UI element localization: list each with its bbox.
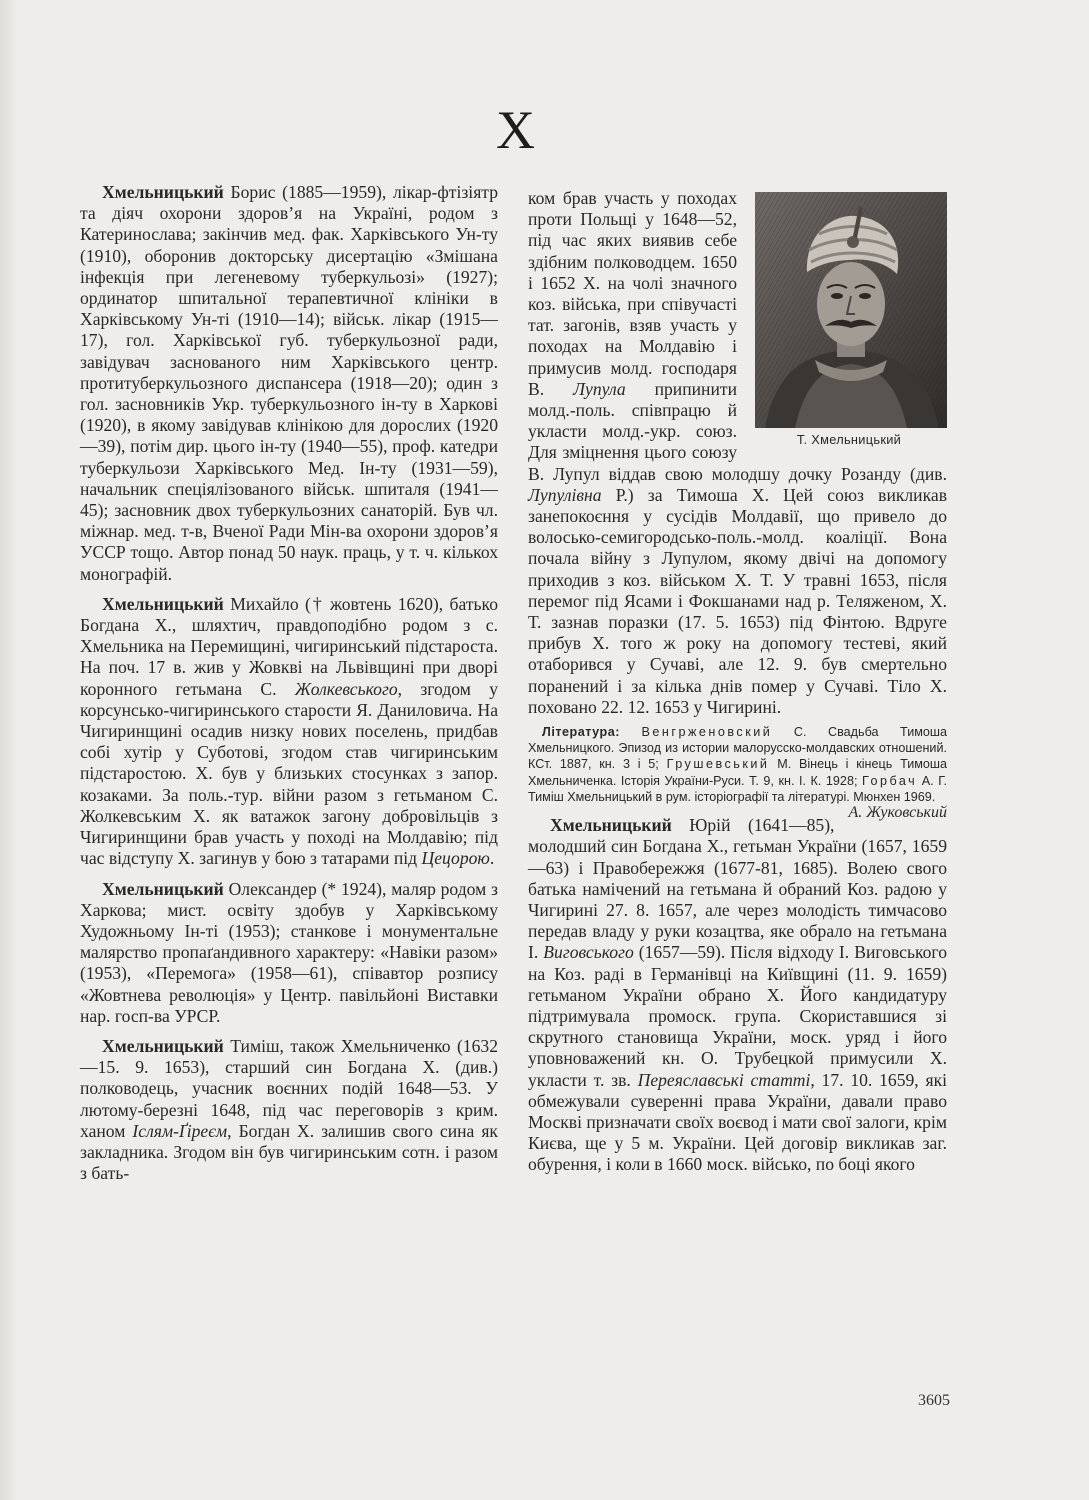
- entry-headword: Хмельницький: [102, 593, 224, 614]
- entry-text: ком брав участь у походах проти Польщі у 1648—52, під час яких виявив себе здібним полководцем. 1650 і 1652 Х. на чолі значного коз. війська, при співучасті тат. загонів, взяв участь у походах на Молдавію і примусив молд. господаря В.: [528, 188, 737, 399]
- entry-italic-reference: Лупулівна: [528, 484, 602, 505]
- entry-text: Тиміш, також Хмельниченко (1632—15. 9. 1653), старший син Богдана Х. (див.) полководець, учасник воєнних подій 1648—53. У лютому-березні 1648, під час переговорів з крим. ханом: [80, 1035, 498, 1141]
- literature-references: [528, 724, 948, 822]
- entry-text: , 17. 10. 1659, які обмежували суверенні права України, давали право Москві призначати своїх воєвод і мати свої залоги, крім Києва, ще у 5 м. України. Цей договір викликав заг. обурення, і коли в 1660 моск. військо, по боці якого: [528, 1069, 948, 1175]
- entry-text: Борис (1885—1959), лікар-фтізіятр та діяч охорони здоров’я на Україні, родом з Катеринослава; закінчив мед. фак. Харківського Ун-ту (1910), оборонив докторську дисертацію «Змішана інфекція при легеневому туберкульозі» (1927); ординатор шпитальної терапевтичної клініки в Харківському Ун-ті (1910—14); військ. лікар (1915—17), гол. Харківської губ. туберкульозної ради, завідувач заснованого ним Харківського центр. протитуберкульозного диспансера (1918—20); один з гол. засновників Укр. туберкульозного ін-ту в Харкові (1920), в якому завідував клінікою для дорослих (1920—39), потім дир. цього ін-ту (1940—55), проф. катедри туберкульози Харківського Мед. Ін-ту (1931—59), начальник спеціялізованого військ. шпиталя (1941—45); засновник двох туберкульозних санаторій. Був чл. міжнар. мед. т-в, Вченої Ради Мін-ва охорони здоров’я УССР тощо. Автор понад 50 наук. праць, у т. ч. кількох монографій.: [80, 182, 498, 584]
- left-column: [80, 182, 498, 1184]
- entry-text: , згодом у корсунсько-чигиринського старости Я. Даниловича. На Чигиринщині осадив низку нових поселень, придбав собі хутір у Суботові, згодом став чигиринським підстаростою. Х. був у близьких стосунках з запор. козаками. За поль.-тур. війни разом з гетьманом С. Жолкевським Х. як ватажок загону добровільців з Чигиринщини брав участь у поході на Молдавію; під час відступу Х. загинув у бою з татарами під: [80, 678, 498, 869]
- portrait-caption: Т. Хмельницький: [796, 432, 902, 447]
- entry-headword: Хмельницький: [550, 815, 672, 836]
- entry-italic-reference: Цецорою: [421, 848, 490, 869]
- literature-text: С. Свадьба Тимоша Хмельницкого. Эпизод из истории малорусско-молдавских отношений. КСт. 1887, кн. 3 і 5;: [528, 725, 947, 772]
- entry-italic-reference: Переяславські статті: [637, 1069, 811, 1090]
- page-number: 3605: [918, 1392, 950, 1409]
- entry-mykhailo: [80, 594, 498, 870]
- entry-text: Олександер (* 1924), маляр родом з Харкова; мист. освіту здобув у Харківському Художньому Ін-ті (1953); станкове і монументальне малярство пропаґандивного характеру: «Навіки разом» (1953), «Перемога» (1958—61), співавтор розпису «Жовтнева революція» у Центр. павільйоні Виставки нар. госп-ва УРСР.: [80, 878, 498, 1026]
- entry-tymish-continued: [528, 188, 947, 718]
- portrait-image: [755, 192, 947, 428]
- literature-text: А. Г. Тиміш Хмельницький в рум. історіографії та літературі. Мюнхен 1969.: [528, 773, 947, 804]
- entry-yurii: [528, 815, 947, 1175]
- entry-italic-reference: Іслям-Ґіреєм: [132, 1120, 228, 1141]
- section-letter: Х: [496, 100, 535, 160]
- entry-italic-reference: Виговського: [543, 942, 634, 963]
- entry-text: Михайло († жовтень 1620), батько Богдана Х., шляхтич, правдоподібно родом з с. Хмельника на Перемищині, чигиринський підстароста. На поч. 17 в. жив у Жовкві на Львівщині при дворі коронного гетьмана С.: [80, 593, 498, 699]
- right-column: [528, 188, 947, 1176]
- literature-text: М. Вінець і кінець Тимоша Хмельниченка. Історія України-Руси. Т. 9, кн. I. К. 1928;: [528, 757, 948, 788]
- entry-oleksander: [80, 879, 498, 1027]
- portrait-figure: [751, 192, 947, 449]
- entry-text: (1657—59). Після відходу І. Виговського на Коз. раді в Германівці на Київщині (11. 9. 1659) гетьманом України обрано Х. Його кандидатуру підтримувала промоск. група. Скориставшися зі скрутного становища України, моск. уряд і його уповноважений кн. О. Трубецкой примусили Х. укласти т. зв.: [528, 942, 948, 1090]
- literature-author: Горбач: [862, 773, 918, 788]
- entry-headword: Хмельницький: [102, 878, 224, 899]
- book-gutter-shadow: [0, 0, 18, 1500]
- entry-text: Юрій (1641—85), молодший син Богдана Х., гетьман України (1657, 1659—63) і Правобережжя (1677-81, 1685). Волею свого батька намічений на гетьмана й обраний Коз. радою у Чигирині 27. 8. 1657, але через молодість тимчасово передав владу у руки козацтва, яке обрало на гетьмана І.: [528, 815, 947, 963]
- literature-author: Грушевський: [666, 757, 770, 772]
- entry-tymish: [80, 1036, 498, 1184]
- literature-author: Венгрженовский: [641, 725, 773, 740]
- entry-text: .: [489, 848, 495, 869]
- entry-headword: Хмельницький: [102, 182, 224, 202]
- entry-headword: Хмельницький: [102, 1035, 224, 1056]
- literature-label: Література:: [542, 725, 620, 740]
- entry-text: , Богдан Х. залишив свого сина як закладника. Згодом він був чигиринським сотн. і разом з бать-: [80, 1120, 498, 1184]
- entry-italic-reference: Жолкевського: [294, 678, 398, 699]
- entry-boris: [80, 182, 498, 585]
- entry-italic-reference: Лупула: [573, 378, 626, 399]
- article-signature: А. Жуковський: [848, 804, 947, 822]
- entry-text: припинити молд.-поль. співпрацю й укласти молд.-укр. союз. Для зміцнення цього союзу В. Лупул віддав свою молодшу дочку Розанду (див.: [528, 378, 947, 484]
- entry-text: Р.) за Тимоша Х. Цей союз викликав занепокоєння у сусідів Молдавії, що привело до волосько-семигородсько-поль.-молд. коаліції. Вона почала війну з Лупулом, якому двічі на допомогу приходив з коз. військом Х. Т. У травні 1653, після перемог під Ясами і Фокшанами над р. Теляженом, Х. Т. зазнав поразки (17. 5. 1653) під Фінтою. Вдруге прибув Х. того ж року на допомогу тестеві, який отаборився у Сучаві, але 12. 9. був смертельно поранений і за кілька днів помер у Сучаві. Тіло Х. поховано 22. 12. 1653 у Чигирині.: [528, 484, 947, 717]
